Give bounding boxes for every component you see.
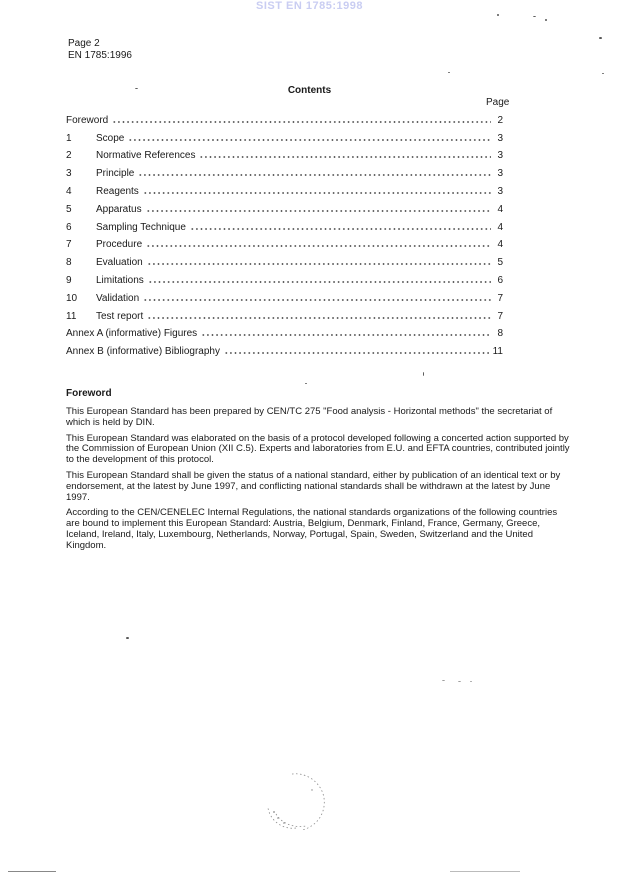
- toc-dot-leader: [128, 132, 491, 142]
- toc-entry-title: Reagents: [96, 185, 139, 197]
- toc-entry-page: 2: [497, 114, 503, 126]
- toc-dot-leader: [146, 203, 491, 213]
- toc-entry: [66, 322, 503, 340]
- toc-entry: [66, 339, 503, 357]
- scan-speck: [135, 88, 138, 89]
- toc-entry: [66, 233, 503, 251]
- toc-entry-title: Procedure: [96, 239, 143, 251]
- toc-entry-title: Scope: [96, 132, 125, 144]
- scan-speck: [533, 16, 536, 17]
- toc-dot-leader: [146, 238, 491, 248]
- toc-entry-number: 11: [66, 310, 77, 322]
- toc-entry-number: 6: [66, 221, 72, 233]
- toc-entry: [66, 161, 503, 179]
- toc-entry: [66, 215, 503, 233]
- table-of-contents: [66, 108, 503, 357]
- toc-entry-page: 3: [497, 150, 503, 162]
- toc-dot-leader: [143, 185, 491, 195]
- scan-speck: [545, 19, 547, 21]
- foreword-heading: Foreword: [66, 388, 112, 399]
- scan-speck: [470, 681, 472, 682]
- toc-entry-title: Annex A (informative) Figures: [66, 328, 198, 340]
- scan-speck: [442, 680, 445, 681]
- page-column-label: Page: [486, 97, 510, 108]
- scan-edge-line: [450, 871, 520, 872]
- toc-entry: [66, 126, 503, 144]
- toc-entry-number: 9: [66, 274, 72, 286]
- toc-entry-title: Evaluation: [96, 257, 143, 269]
- toc-entry: [66, 179, 503, 197]
- toc-entry: [66, 144, 503, 162]
- toc-entry-page: 4: [497, 203, 503, 215]
- toc-entry: [66, 286, 503, 304]
- toc-entry-page: 3: [497, 168, 503, 180]
- toc-entry-page: 3: [497, 185, 503, 197]
- toc-entry-page: 11: [492, 346, 503, 358]
- toc-dot-leader: [148, 274, 491, 284]
- toc-entry-title: Sampling Technique: [96, 221, 186, 233]
- foreword-paragraph: This European Standard was elaborated on the basis of a protocol developed following a concerted action supported by the Commission of European Union (XII C.5). Experts and laboratories from E.U. and EFTA countries, contributed jointly to the development of this protocol.: [66, 432, 570, 466]
- toc-entry-page: 4: [497, 221, 503, 233]
- scan-speck: [126, 637, 129, 639]
- scan-speck: [599, 37, 602, 39]
- toc-dot-leader: [147, 256, 491, 266]
- toc-dot-leader: [199, 149, 491, 159]
- toc-entry: [66, 304, 503, 322]
- toc-dot-leader: [224, 345, 489, 355]
- toc-entry-title: Annex B (informative) Bibliography: [66, 346, 220, 358]
- toc-dot-leader: [138, 167, 491, 177]
- foreword-paragraph: This European Standard has been prepared by CEN/TC 275 "Food analysis - Horizontal methods" the secretariat of which is held by DIN.: [66, 406, 553, 428]
- scan-speck: [497, 14, 499, 16]
- scan-speck: [458, 681, 461, 682]
- scan-speck: [305, 383, 307, 384]
- toc-entry-page: 5: [497, 257, 503, 269]
- toc-entry-title: Normative References: [96, 150, 196, 162]
- contents-title: Contents: [287, 85, 332, 96]
- toc-entry-number: 1: [66, 132, 72, 144]
- page-header: [68, 38, 132, 62]
- toc-dot-leader: [201, 327, 491, 337]
- scan-edge-line: [8, 871, 56, 872]
- toc-dot-leader: [112, 114, 491, 124]
- toc-dot-leader: [143, 292, 491, 302]
- toc-entry: [66, 250, 503, 268]
- toc-entry-number: 8: [66, 257, 72, 269]
- foreword-section: [66, 388, 571, 557]
- toc-entry-page: 4: [497, 239, 503, 251]
- toc-entry-page: 7: [497, 310, 503, 322]
- toc-entry: [66, 108, 503, 126]
- toc-entry-title: Test report: [96, 310, 144, 322]
- toc-entry-number: 5: [66, 203, 72, 215]
- faint-stamp-mark: [262, 768, 330, 834]
- toc-entry-page: 6: [497, 274, 503, 286]
- toc-dot-leader: [190, 221, 491, 231]
- toc-entry-page: 3: [497, 132, 503, 144]
- document-id: EN 1785:1996: [68, 50, 132, 61]
- toc-entry-page: 8: [497, 328, 503, 340]
- scan-speck: [448, 72, 450, 73]
- toc-entry-number: 10: [66, 292, 78, 304]
- toc-entry-title: Validation: [96, 292, 140, 304]
- toc-entry-number: 3: [66, 168, 72, 180]
- toc-entry-number: 7: [66, 239, 72, 251]
- toc-entry-title: Foreword: [66, 114, 109, 126]
- toc-entry-page: 7: [497, 292, 503, 304]
- foreword-paragraph: This European Standard shall be given the status of a national standard, either by publication of an identical text or by endorsement, at the latest by June 1997, and conflicting national standards shall be withdrawn at the latest by June 1997.: [66, 469, 561, 503]
- page-number-label: Page 2: [68, 38, 100, 49]
- toc-entry-title: Principle: [96, 168, 135, 180]
- watermark: SIST EN 1785:1998: [256, 0, 363, 12]
- toc-entry: [66, 197, 503, 215]
- scan-speck: [602, 73, 604, 74]
- toc-entry-number: 4: [66, 185, 72, 197]
- toc-dot-leader: [147, 310, 491, 320]
- scan-speck: [423, 372, 424, 376]
- toc-entry-title: Limitations: [96, 274, 144, 286]
- foreword-paragraph: According to the CEN/CENELEC Internal Regulations, the national standards organizations of the following countries are bound to implement this European Standard: Austria, Belgium, Denmark, Finland, France, Germany, Greece, Iceland, Ireland, Italy, Luxembourg, Netherlands, Norway, Portugal, Spain, Sweden, Switzerland and the United Kingdom.: [66, 507, 558, 551]
- toc-entry: [66, 268, 503, 286]
- toc-entry-number: 2: [66, 150, 72, 162]
- toc-entry-title: Apparatus: [96, 203, 142, 215]
